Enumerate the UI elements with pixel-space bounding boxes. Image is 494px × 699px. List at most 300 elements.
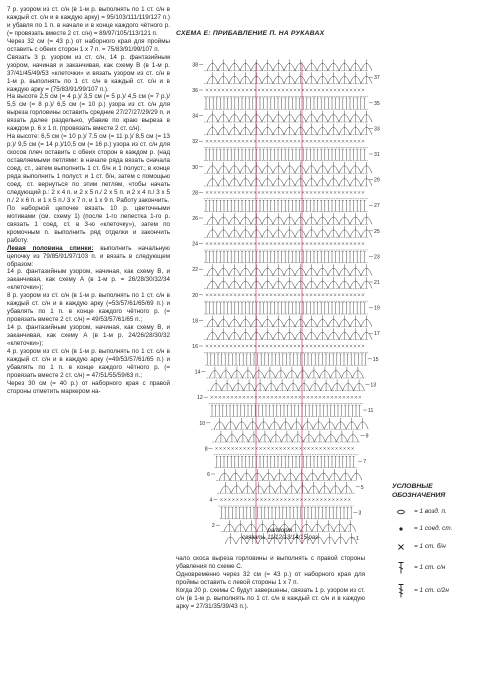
row-number-left: 38	[192, 62, 198, 69]
single-crochet-stitch	[358, 242, 360, 244]
instruction-paragraph: Связать 3 р. узором из ст. с/н, 14 р. фантазийным узором, начиная и заканчивая, как схему В (в 1-м р. 37/41/45/49/53 «клеточки» и вязать узором из ст. с/н в 1-м р. выполнять по 1 ст. с/н в каждый ст. с/н и в каждую арку = (75/83/91/99/107 п.).	[7, 53, 170, 93]
single-crochet-stitch	[210, 89, 212, 91]
single-crochet-stitch	[219, 396, 221, 398]
instruction-paragraph: 14 р. фантазийным узором, начиная, как схему В, и заканчивая, как схему А (в 1-м р. = 26/28/30/32/34 «клеточки»);	[7, 268, 170, 292]
single-crochet-stitch	[334, 140, 336, 142]
single-crochet-stitch	[246, 242, 248, 244]
single-crochet-stitch	[342, 242, 344, 244]
single-crochet-stitch	[358, 89, 360, 91]
left-back-section	[7, 245, 170, 269]
single-crochet-stitch	[238, 191, 240, 193]
single-crochet-stitch	[287, 396, 289, 398]
single-crochet-stitch	[256, 498, 258, 500]
single-crochet-stitch	[334, 242, 336, 244]
single-crochet-stitch	[235, 396, 237, 398]
single-crochet-stitch	[246, 140, 248, 142]
single-crochet-icon	[392, 540, 410, 554]
single-crochet-stitch	[246, 345, 248, 347]
single-crochet-stitch	[310, 294, 312, 296]
single-crochet-stitch	[250, 140, 252, 142]
single-crochet-stitch	[290, 294, 292, 296]
row-number-left: 20	[192, 292, 198, 299]
single-crochet-stitch	[242, 294, 244, 296]
single-crochet-stitch	[266, 89, 268, 91]
single-crochet-stitch	[262, 89, 264, 91]
single-crochet-stitch	[294, 294, 296, 296]
single-crochet-stitch	[303, 396, 305, 398]
single-crochet-stitch	[342, 89, 344, 91]
rapport-word: раппорт	[267, 528, 293, 534]
single-crochet-stitch	[214, 89, 216, 91]
single-crochet-stitch	[266, 140, 268, 142]
single-crochet-stitch	[234, 89, 236, 91]
single-crochet-stitch	[258, 242, 260, 244]
single-crochet-stitch	[290, 140, 292, 142]
single-crochet-stitch	[210, 294, 212, 296]
single-crochet-stitch	[350, 89, 352, 91]
row-number-left: 22	[192, 267, 198, 274]
single-crochet-stitch	[278, 89, 280, 91]
row-number-right: 21	[374, 280, 380, 286]
single-crochet-stitch	[315, 447, 317, 449]
single-crochet-stitch	[338, 242, 340, 244]
single-crochet-stitch	[218, 89, 220, 91]
single-crochet-stitch	[330, 294, 332, 296]
single-crochet-stitch	[362, 294, 364, 296]
single-crochet-stitch	[287, 447, 289, 449]
single-crochet-stitch	[306, 140, 308, 142]
single-crochet-stitch	[274, 242, 276, 244]
row-number-right: 11	[368, 408, 374, 414]
single-crochet-stitch	[283, 447, 285, 449]
row-number-right: 7	[363, 459, 367, 466]
single-crochet-stitch	[283, 396, 285, 398]
single-crochet-stitch	[222, 345, 224, 347]
single-crochet-stitch	[316, 498, 318, 500]
single-crochet-stitch	[223, 447, 225, 449]
single-crochet-stitch	[215, 396, 217, 398]
single-crochet-stitch	[286, 140, 288, 142]
diagram-title: СХЕМА Е: ПРИБАВЛЕНИЕ П. НА РУКАВАХ	[176, 30, 325, 37]
single-crochet-stitch	[263, 447, 265, 449]
legend-item-slip: = 1 соед. ст.	[392, 522, 492, 536]
single-crochet-stitch	[280, 498, 282, 500]
single-crochet-stitch	[242, 191, 244, 193]
single-crochet-stitch	[334, 191, 336, 193]
single-crochet-stitch	[262, 242, 264, 244]
single-crochet-stitch	[294, 242, 296, 244]
single-crochet-stitch	[327, 396, 329, 398]
single-crochet-stitch	[330, 191, 332, 193]
single-crochet-stitch	[222, 191, 224, 193]
single-crochet-stitch	[348, 498, 350, 500]
single-crochet-stitch	[238, 345, 240, 347]
single-crochet-stitch	[279, 447, 281, 449]
single-crochet-stitch	[247, 447, 249, 449]
instruction-paragraph: 8 р. узором из ст. с/н (в 1-м р. выполнять по 1 ст. с/н в каждый ст. с/н и в каждую арку (=53/57/61/65/69 п.) и убавлять по 1 п. в конце каждого чётного р. (= провязать вместе 2 ст. с/н) = 49/53/57/61/65 п.;	[7, 292, 170, 324]
single-crochet-stitch	[226, 191, 228, 193]
single-crochet-stitch	[230, 294, 232, 296]
single-crochet-stitch	[248, 498, 250, 500]
single-crochet-stitch	[335, 447, 337, 449]
single-crochet-stitch	[274, 191, 276, 193]
single-crochet-stitch	[243, 447, 245, 449]
single-crochet-stitch	[244, 498, 246, 500]
single-crochet-stitch	[294, 345, 296, 347]
single-crochet-stitch	[226, 242, 228, 244]
single-crochet-stitch	[286, 242, 288, 244]
row-number-left: 2	[211, 523, 215, 530]
single-crochet-stitch	[346, 345, 348, 347]
single-crochet-stitch	[210, 345, 212, 347]
single-crochet-stitch	[326, 140, 328, 142]
single-crochet-stitch	[339, 447, 341, 449]
single-crochet-stitch	[323, 396, 325, 398]
single-crochet-stitch	[306, 191, 308, 193]
single-crochet-stitch	[298, 191, 300, 193]
single-crochet-stitch	[322, 191, 324, 193]
single-crochet-stitch	[351, 396, 353, 398]
single-crochet-stitch	[294, 89, 296, 91]
instruction-paragraph: Через 32 см (= 43 р.) от наборного края для проймы оставить с обеих сторон 1 х 7 п. = 75/83/91/99/107 п.	[7, 37, 170, 53]
single-crochet-stitch	[258, 345, 260, 347]
single-crochet-stitch	[243, 396, 245, 398]
single-crochet-stitch	[326, 345, 328, 347]
single-crochet-stitch	[228, 498, 230, 500]
single-crochet-stitch	[239, 396, 241, 398]
single-crochet-stitch	[227, 447, 229, 449]
single-crochet-stitch	[268, 498, 270, 500]
single-crochet-stitch	[234, 345, 236, 347]
single-crochet-stitch	[271, 396, 273, 398]
single-crochet-stitch	[340, 498, 342, 500]
single-crochet-stitch	[214, 242, 216, 244]
row-number-left: 32	[192, 139, 198, 146]
single-crochet-stitch	[258, 294, 260, 296]
single-crochet-stitch	[227, 396, 229, 398]
single-crochet-stitch	[298, 89, 300, 91]
single-crochet-stitch	[206, 140, 208, 142]
single-crochet-stitch	[306, 294, 308, 296]
row-number-left: 26	[192, 216, 198, 222]
single-crochet-stitch	[350, 191, 352, 193]
section-intro: выполнить начальную цепочку из 79/85/91/97/103 п. и вязать в следующем образом:	[7, 244, 170, 268]
legend-item-single: = 1 ст. б/н	[392, 540, 492, 554]
instruction-paragraph: 4 р. узором из ст. с/н (в 1-м р. выполнять по 1 ст. с/н в каждый ст. с/н и в каждую арку (=49/53/57/61/65 п.) и убавлять по 1 п. в конце каждого чётного р. (= провязать вместе 2 ст. с/н) = 47/51/55/59/63 п.;	[7, 347, 170, 379]
legend-item-chain: = 1 возд. п.	[392, 505, 492, 519]
single-crochet-stitch	[334, 294, 336, 296]
single-crochet-stitch	[238, 294, 240, 296]
single-crochet-stitch	[322, 294, 324, 296]
single-crochet-stitch	[279, 396, 281, 398]
single-crochet-stitch	[320, 498, 322, 500]
single-crochet-stitch	[210, 191, 212, 193]
single-crochet-stitch	[215, 447, 217, 449]
crochet-chart	[180, 52, 392, 544]
single-crochet-stitch	[294, 191, 296, 193]
single-crochet-stitch	[354, 294, 356, 296]
slip-stitch-icon	[392, 522, 410, 536]
single-crochet-stitch	[318, 242, 320, 244]
single-crochet-stitch	[350, 140, 352, 142]
single-crochet-stitch	[344, 498, 346, 500]
single-crochet-stitch	[206, 191, 208, 193]
single-crochet-stitch	[319, 396, 321, 398]
single-crochet-stitch	[306, 89, 308, 91]
single-crochet-stitch	[298, 140, 300, 142]
single-crochet-stitch	[308, 498, 310, 500]
single-crochet-stitch	[322, 140, 324, 142]
single-crochet-stitch	[322, 89, 324, 91]
single-crochet-stitch	[343, 396, 345, 398]
single-crochet-stitch	[334, 345, 336, 347]
row-number-right: 31	[374, 152, 380, 158]
single-crochet-stitch	[234, 191, 236, 193]
single-crochet-stitch	[218, 242, 220, 244]
single-crochet-stitch	[335, 396, 337, 398]
single-crochet-stitch	[292, 498, 294, 500]
single-crochet-stitch	[307, 396, 309, 398]
single-crochet-stitch	[307, 447, 309, 449]
single-crochet-stitch	[299, 396, 301, 398]
single-crochet-stitch	[251, 396, 253, 398]
single-crochet-stitch	[354, 140, 356, 142]
row-number-left: 10	[199, 420, 206, 427]
single-crochet-stitch	[270, 345, 272, 347]
instruction-paragraph: 14 р. фантазийным узором, начиная, как схему В, и заканчивая, как схему А (в 1-м р. 24/26/28/30/32 «клеточки»);	[7, 324, 170, 348]
single-crochet-stitch	[263, 396, 265, 398]
single-crochet-stitch	[288, 498, 290, 500]
row-number-left: 14	[194, 369, 201, 376]
row-number-right: 29	[374, 177, 380, 184]
single-crochet-stitch	[347, 396, 349, 398]
single-crochet-stitch	[346, 242, 348, 244]
single-crochet-stitch	[262, 191, 264, 193]
single-crochet-stitch	[330, 345, 332, 347]
row-number-left: 12	[197, 395, 203, 402]
single-crochet-stitch	[246, 89, 248, 91]
single-crochet-stitch	[314, 140, 316, 142]
single-crochet-stitch	[234, 294, 236, 296]
single-crochet-stitch	[324, 498, 326, 500]
single-crochet-stitch	[274, 140, 276, 142]
single-crochet-stitch	[258, 89, 260, 91]
single-crochet-stitch	[290, 191, 292, 193]
single-crochet-stitch	[346, 140, 348, 142]
row-number-right: 23	[374, 254, 380, 261]
single-crochet-stitch	[362, 140, 364, 142]
chain-stitch-icon	[392, 505, 410, 519]
instruction-paragraph: По наборной цепочке вязать 10 р. цветочными мотивами (см. схему 1) (после 1-го лепестка 1-го р. связать 1 соед. ст. в 3-ю «клеточку»), затем по кромочным п. выполнить ряд отделки и закончить работу.	[7, 204, 170, 244]
single-crochet-stitch	[275, 447, 277, 449]
row-number-right: 5	[360, 484, 364, 491]
single-crochet-stitch	[296, 498, 298, 500]
single-crochet-stitch	[358, 191, 360, 193]
row-number-right: 27	[374, 203, 380, 210]
single-crochet-stitch	[222, 242, 224, 244]
row-number-right: 9	[365, 433, 369, 440]
single-crochet-stitch	[226, 345, 228, 347]
single-crochet-stitch	[231, 447, 233, 449]
single-crochet-stitch	[242, 89, 244, 91]
single-crochet-stitch	[338, 140, 340, 142]
legend-item-double: = 1 ст. с/н	[392, 561, 492, 575]
single-crochet-stitch	[276, 498, 278, 500]
single-crochet-stitch	[211, 396, 213, 398]
single-crochet-stitch	[278, 345, 280, 347]
single-crochet-stitch	[214, 294, 216, 296]
single-crochet-stitch	[223, 396, 225, 398]
single-crochet-stitch	[230, 191, 232, 193]
row-number-right: 35	[374, 100, 380, 107]
single-crochet-stitch	[311, 396, 313, 398]
single-crochet-stitch	[306, 242, 308, 244]
row-number-left: 34	[192, 113, 198, 120]
single-crochet-stitch	[334, 89, 336, 91]
single-crochet-stitch	[270, 242, 272, 244]
single-crochet-stitch	[266, 191, 268, 193]
single-crochet-stitch	[318, 191, 320, 193]
single-crochet-stitch	[310, 191, 312, 193]
row-number-right: 25	[374, 228, 380, 235]
single-crochet-stitch	[323, 447, 325, 449]
single-crochet-stitch	[282, 294, 284, 296]
single-crochet-stitch	[310, 345, 312, 347]
row-number-right: 37	[374, 75, 380, 82]
single-crochet-stitch	[328, 498, 330, 500]
single-crochet-stitch	[259, 447, 261, 449]
instructions-text-column	[7, 6, 170, 396]
legend-title: УСЛОВНЫЕ ОБОЗНАЧЕНИЯ	[392, 483, 446, 499]
single-crochet-stitch	[295, 447, 297, 449]
single-crochet-stitch	[210, 140, 212, 142]
single-crochet-stitch	[230, 89, 232, 91]
single-crochet-stitch	[318, 294, 320, 296]
single-crochet-stitch	[332, 498, 334, 500]
row-number-right: 13	[370, 382, 377, 389]
single-crochet-stitch	[259, 396, 261, 398]
single-crochet-stitch	[359, 396, 361, 398]
single-crochet-stitch	[338, 294, 340, 296]
single-crochet-stitch	[242, 242, 244, 244]
single-crochet-stitch	[262, 294, 264, 296]
single-crochet-stitch	[238, 242, 240, 244]
single-crochet-stitch	[274, 89, 276, 91]
single-crochet-stitch	[318, 140, 320, 142]
single-crochet-stitch	[358, 294, 360, 296]
single-crochet-stitch	[282, 140, 284, 142]
rapport-repeat-count: связать 11/12/13/14/15 раз	[242, 535, 318, 541]
single-crochet-stitch	[343, 447, 345, 449]
single-crochet-stitch	[330, 140, 332, 142]
single-crochet-stitch	[346, 191, 348, 193]
single-crochet-stitch	[278, 294, 280, 296]
row-number-left: 24	[192, 241, 198, 248]
single-crochet-stitch	[267, 396, 269, 398]
single-crochet-stitch	[342, 294, 344, 296]
single-crochet-stitch	[298, 345, 300, 347]
single-crochet-stitch	[250, 294, 252, 296]
single-crochet-stitch	[290, 89, 292, 91]
single-crochet-stitch	[362, 345, 364, 347]
single-crochet-stitch	[214, 191, 216, 193]
single-crochet-stitch	[270, 89, 272, 91]
single-crochet-stitch	[278, 191, 280, 193]
single-crochet-stitch	[350, 242, 352, 244]
single-crochet-stitch	[326, 242, 328, 244]
single-crochet-stitch	[303, 447, 305, 449]
single-crochet-stitch	[266, 294, 268, 296]
single-crochet-stitch	[286, 191, 288, 193]
single-crochet-stitch	[298, 242, 300, 244]
single-crochet-stitch	[258, 191, 260, 193]
single-crochet-stitch	[226, 140, 228, 142]
single-crochet-stitch	[274, 294, 276, 296]
double-crochet-icon	[392, 561, 410, 575]
row-number-left: 8	[204, 446, 208, 453]
single-crochet-stitch	[214, 140, 216, 142]
single-crochet-stitch	[312, 498, 314, 500]
single-crochet-stitch	[270, 294, 272, 296]
single-crochet-stitch	[310, 242, 312, 244]
single-crochet-stitch	[282, 89, 284, 91]
single-crochet-stitch	[250, 345, 252, 347]
single-crochet-stitch	[214, 345, 216, 347]
single-crochet-stitch	[238, 140, 240, 142]
single-crochet-stitch	[354, 242, 356, 244]
single-crochet-stitch	[251, 447, 253, 449]
single-crochet-stitch	[346, 294, 348, 296]
single-crochet-stitch	[206, 345, 208, 347]
single-crochet-stitch	[250, 191, 252, 193]
single-crochet-stitch	[314, 242, 316, 244]
single-crochet-stitch	[331, 447, 333, 449]
single-crochet-stitch	[206, 294, 208, 296]
single-crochet-stitch	[342, 191, 344, 193]
single-crochet-stitch	[272, 498, 274, 500]
single-crochet-stitch	[278, 140, 280, 142]
single-crochet-stitch	[250, 89, 252, 91]
single-crochet-stitch	[342, 140, 344, 142]
single-crochet-stitch	[282, 242, 284, 244]
single-crochet-stitch	[235, 447, 237, 449]
row-number-right: 3	[358, 510, 362, 517]
single-crochet-stitch	[319, 447, 321, 449]
single-crochet-stitch	[218, 345, 220, 347]
single-crochet-stitch	[282, 345, 284, 347]
single-crochet-stitch	[354, 191, 356, 193]
single-crochet-stitch	[271, 447, 273, 449]
single-crochet-stitch	[286, 345, 288, 347]
single-crochet-stitch	[362, 89, 364, 91]
row-number-right: 33	[374, 126, 380, 133]
single-crochet-stitch	[298, 294, 300, 296]
single-crochet-stitch	[338, 89, 340, 91]
single-crochet-stitch	[327, 447, 329, 449]
single-crochet-stitch	[314, 294, 316, 296]
treble-crochet-icon	[392, 584, 410, 598]
single-crochet-stitch	[234, 242, 236, 244]
row-number-right: 19	[374, 305, 380, 312]
single-crochet-stitch	[238, 89, 240, 91]
single-crochet-stitch	[222, 294, 224, 296]
instruction-paragraph: чало скоса выреза горловины и выполнять с правой стороны убавления по схеме С.	[176, 555, 365, 570]
single-crochet-stitch	[210, 242, 212, 244]
single-crochet-stitch	[246, 191, 248, 193]
single-crochet-stitch	[330, 89, 332, 91]
single-crochet-stitch	[322, 242, 324, 244]
single-crochet-stitch	[291, 396, 293, 398]
